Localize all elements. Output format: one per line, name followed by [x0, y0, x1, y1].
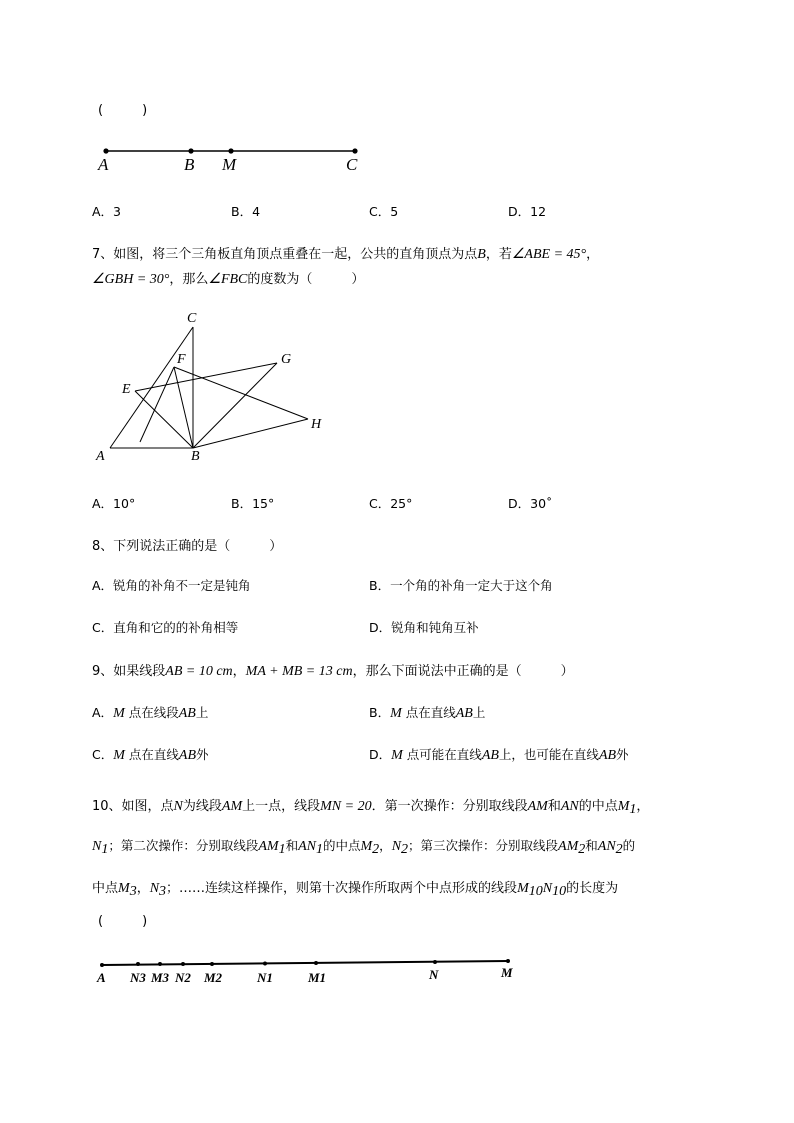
- q8-option-d[interactable]: D．锐角和钝角互补: [369, 620, 479, 635]
- point-m: [506, 959, 510, 963]
- q6-option-c[interactable]: C．5: [369, 204, 399, 219]
- label-b: B: [184, 155, 195, 174]
- q8-option-c[interactable]: C．直角和它的的补角相等: [92, 620, 239, 635]
- label-m: M: [501, 965, 513, 980]
- point-a: [100, 963, 104, 967]
- q9-option-c[interactable]: C．M 点在直线AB外: [92, 747, 209, 763]
- label-n1: N1: [257, 970, 273, 985]
- q6-answer-paren: ( ): [98, 103, 148, 118]
- q7-option-a[interactable]: A．10°: [92, 496, 136, 511]
- label-a: A: [96, 449, 105, 464]
- label-m: M: [222, 155, 237, 174]
- point-m1: [314, 961, 318, 965]
- point-n2: [181, 962, 185, 966]
- q7-figure: [90, 305, 340, 465]
- label-a: A: [98, 155, 109, 174]
- point-m2: [210, 962, 214, 966]
- q8-option-a[interactable]: A．锐角的补角不一定是钝角: [92, 578, 251, 593]
- point-n: [433, 960, 437, 964]
- label-g: G: [281, 352, 292, 367]
- q6-option-a[interactable]: A．3: [92, 204, 122, 219]
- label-a: A: [97, 970, 106, 985]
- q6-option-d[interactable]: D．12: [508, 204, 547, 219]
- point-n1: [263, 962, 267, 966]
- q7-option-b[interactable]: B．15°: [231, 496, 275, 511]
- label-e: E: [122, 382, 131, 397]
- q7-option-c[interactable]: C．25°: [369, 496, 413, 511]
- point-c: [352, 148, 357, 153]
- q9-option-d[interactable]: D．M 点可能在直线AB上，也可能在直线AB外: [369, 747, 629, 763]
- point-m3: [158, 962, 162, 966]
- label-c: C: [346, 155, 358, 174]
- q8-option-b[interactable]: B．一个角的补角一定大于这个角: [369, 578, 553, 593]
- q6-figure: [90, 140, 380, 180]
- label-c: C: [187, 311, 197, 326]
- label-b: B: [191, 449, 200, 464]
- q10-stem-line3: 中点$M_3$，$N_3$；……连续这样操作，则第十次操作所取两个中点形成的线段$M_{10}N_{10}$的长度为: [92, 881, 619, 899]
- label-n2: N2: [175, 970, 191, 985]
- label-m2: M2: [204, 970, 223, 985]
- q9-option-b[interactable]: B．M 点在直线AB上: [369, 705, 486, 721]
- q9-stem: 9、如果线段AB = 10 cm，MA + MB = 13 cm，那么下面说法中正确的是（ ）: [92, 664, 574, 679]
- q10-segment: [102, 961, 508, 965]
- label-n3: N3: [130, 970, 146, 985]
- q7-option-d[interactable]: D．30˚: [508, 496, 553, 511]
- label-n: N: [429, 967, 439, 982]
- q6-option-b[interactable]: B．4: [231, 204, 261, 219]
- point-m: [228, 148, 233, 153]
- q10-stem-line2: $N_1$；第二次操作：分别取线段$AM_1$和$AN_1$的中点$M_2$，$N_2$；第三次操作：分别取线段$AM_2$和$AN_2$的: [92, 838, 636, 857]
- q9-option-a[interactable]: A．M 点在线段AB上: [92, 705, 209, 721]
- q10-stem-line1: 10、如图，点N为线段AM上一点，线段MN = 20．第一次操作：分别取线段AM和AN的中点$M_1$，: [92, 799, 650, 817]
- label-m3: M3: [151, 970, 170, 985]
- label-m1: M1: [308, 970, 327, 985]
- q7-stem-line2: ∠GBH = 30°，那么∠FBC的度数为（ ）: [92, 272, 365, 287]
- label-f: F: [177, 352, 186, 367]
- label-h: H: [311, 417, 322, 432]
- q8-stem: 8、下列说法正确的是（ ）: [92, 539, 283, 554]
- q7-stem-line1: 7、如图，将三个三角板直角顶点重叠在一起，公共的直角顶点为点B，若∠ABE = 45°，: [92, 247, 600, 262]
- point-a: [103, 148, 108, 153]
- point-b: [188, 148, 193, 153]
- point-n3: [136, 962, 140, 966]
- q10-answer-paren: ( ): [98, 914, 148, 929]
- q10-figure: [90, 950, 530, 990]
